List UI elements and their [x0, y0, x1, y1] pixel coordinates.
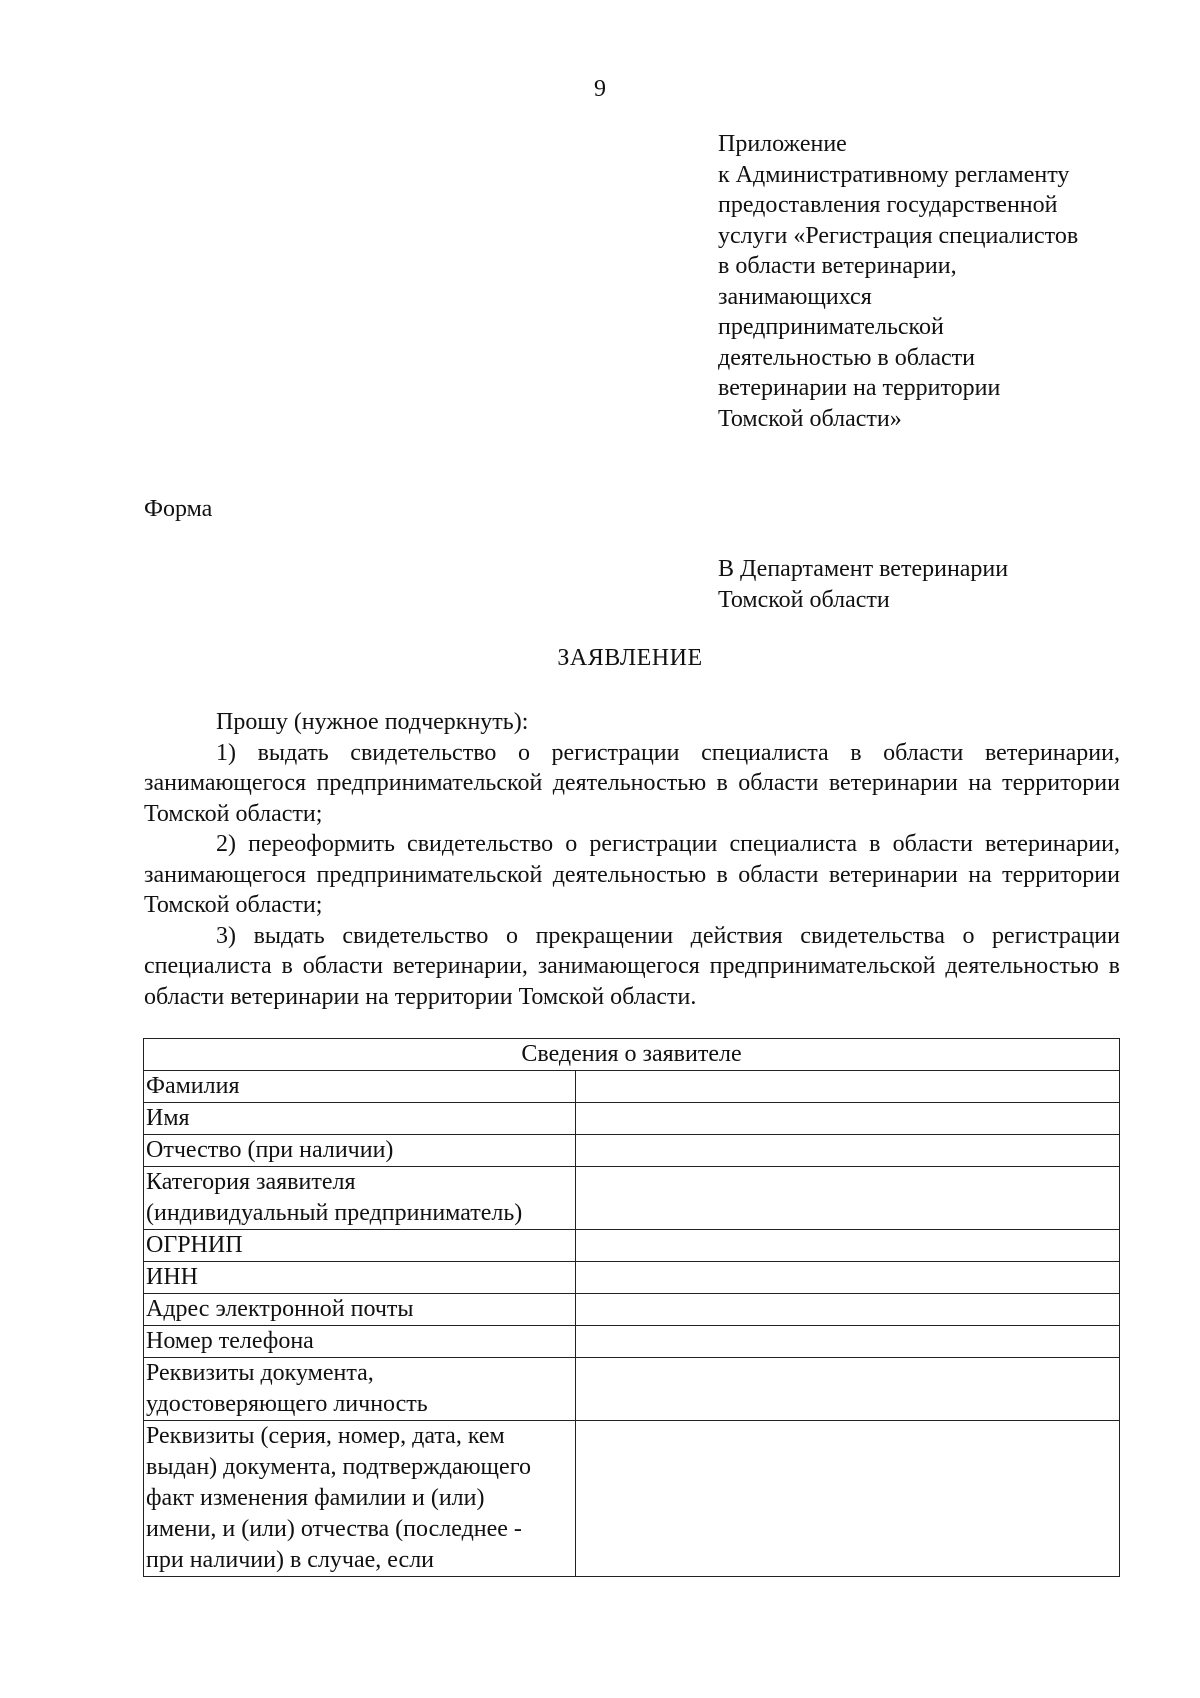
field-value[interactable]	[576, 1358, 1120, 1421]
field-label: Фамилия	[144, 1071, 576, 1103]
field-label: Адрес электронной почты	[144, 1294, 576, 1326]
appendix-line: деятельностью в области	[718, 344, 975, 371]
table-row	[144, 1262, 1120, 1294]
appendix-line: ветеринарии на территории	[718, 375, 1001, 401]
table-header: Сведения о заявителе	[144, 1039, 1120, 1071]
appendix-line: занимающихся	[718, 283, 872, 310]
table-row	[144, 1071, 1120, 1103]
form-label: Форма	[144, 496, 213, 522]
field-label: Имя	[144, 1103, 576, 1135]
field-value[interactable]	[576, 1421, 1120, 1577]
field-value[interactable]	[576, 1230, 1120, 1262]
table-row	[144, 1135, 1120, 1167]
field-value[interactable]	[576, 1103, 1120, 1135]
table-row	[144, 1421, 1120, 1577]
table-header-row	[144, 1039, 1120, 1071]
page-number: 9	[594, 76, 606, 102]
field-label: Категория заявителя (индивидуальный предприниматель)	[144, 1167, 576, 1230]
table-row	[144, 1167, 1120, 1230]
appendix-line: в области ветеринарии,	[718, 253, 957, 279]
appendix-line: предпринимательской	[718, 314, 944, 340]
request-text	[144, 707, 1120, 1012]
appendix-note	[718, 129, 1158, 434]
field-value[interactable]	[576, 1167, 1120, 1230]
applicant-table	[143, 1038, 1120, 1577]
field-value[interactable]	[576, 1262, 1120, 1294]
addressee-line: В Департамент ветеринарии	[718, 556, 1009, 582]
field-label: Реквизиты документа, удостоверяющего личность	[144, 1358, 576, 1421]
field-label: Номер телефона	[144, 1326, 576, 1358]
appendix-line: Томской области»	[718, 405, 902, 432]
request-item-2: 2) переоформить свидетельство о регистрации специалиста в области ветеринарии, занимающегося предпринимательской деятельностью в области ветеринарии на территории Томской области;	[144, 831, 1120, 918]
request-item-3: 3) выдать свидетельство о прекращении действия свидетельства о регистрации специалиста в области ветеринарии, занимающегося предпринимательской деятельностью в области ветеринарии на территории Томской области.	[144, 922, 1120, 1010]
appendix-line: услуги «Регистрация специалистов	[718, 222, 1079, 249]
field-value[interactable]	[576, 1135, 1120, 1167]
field-label: Реквизиты (серия, номер, дата, кем выдан) документа, подтверждающего факт изменения фамилии и (или) имени, и (или) отчества (последнее - при наличии) в случае, если	[144, 1421, 576, 1577]
appendix-line: Приложение	[718, 131, 847, 157]
appendix-line: предоставления государственной	[718, 192, 1058, 218]
table-row	[144, 1326, 1120, 1358]
addressee-line: Томской области	[718, 586, 890, 613]
request-intro: Прошу (нужное подчеркнуть):	[216, 709, 529, 735]
field-value[interactable]	[576, 1294, 1120, 1326]
request-item-1: 1) выдать свидетельство о регистрации специалиста в области ветеринарии, занимающегося предпринимательской деятельностью в области ветеринарии на территории Томской области;	[144, 739, 1120, 827]
field-label: Отчество (при наличии)	[144, 1135, 576, 1167]
field-value[interactable]	[576, 1071, 1120, 1103]
table-row	[144, 1103, 1120, 1135]
document-title: ЗАЯВЛЕНИЕ	[557, 645, 703, 671]
addressee	[718, 554, 1158, 615]
table-row	[144, 1294, 1120, 1326]
appendix-line: к Административному регламенту	[718, 161, 1070, 188]
field-label: ИНН	[144, 1262, 576, 1294]
table-row	[144, 1358, 1120, 1421]
table-row	[144, 1230, 1120, 1262]
field-label: ОГРНИП	[144, 1230, 576, 1262]
field-value[interactable]	[576, 1326, 1120, 1358]
